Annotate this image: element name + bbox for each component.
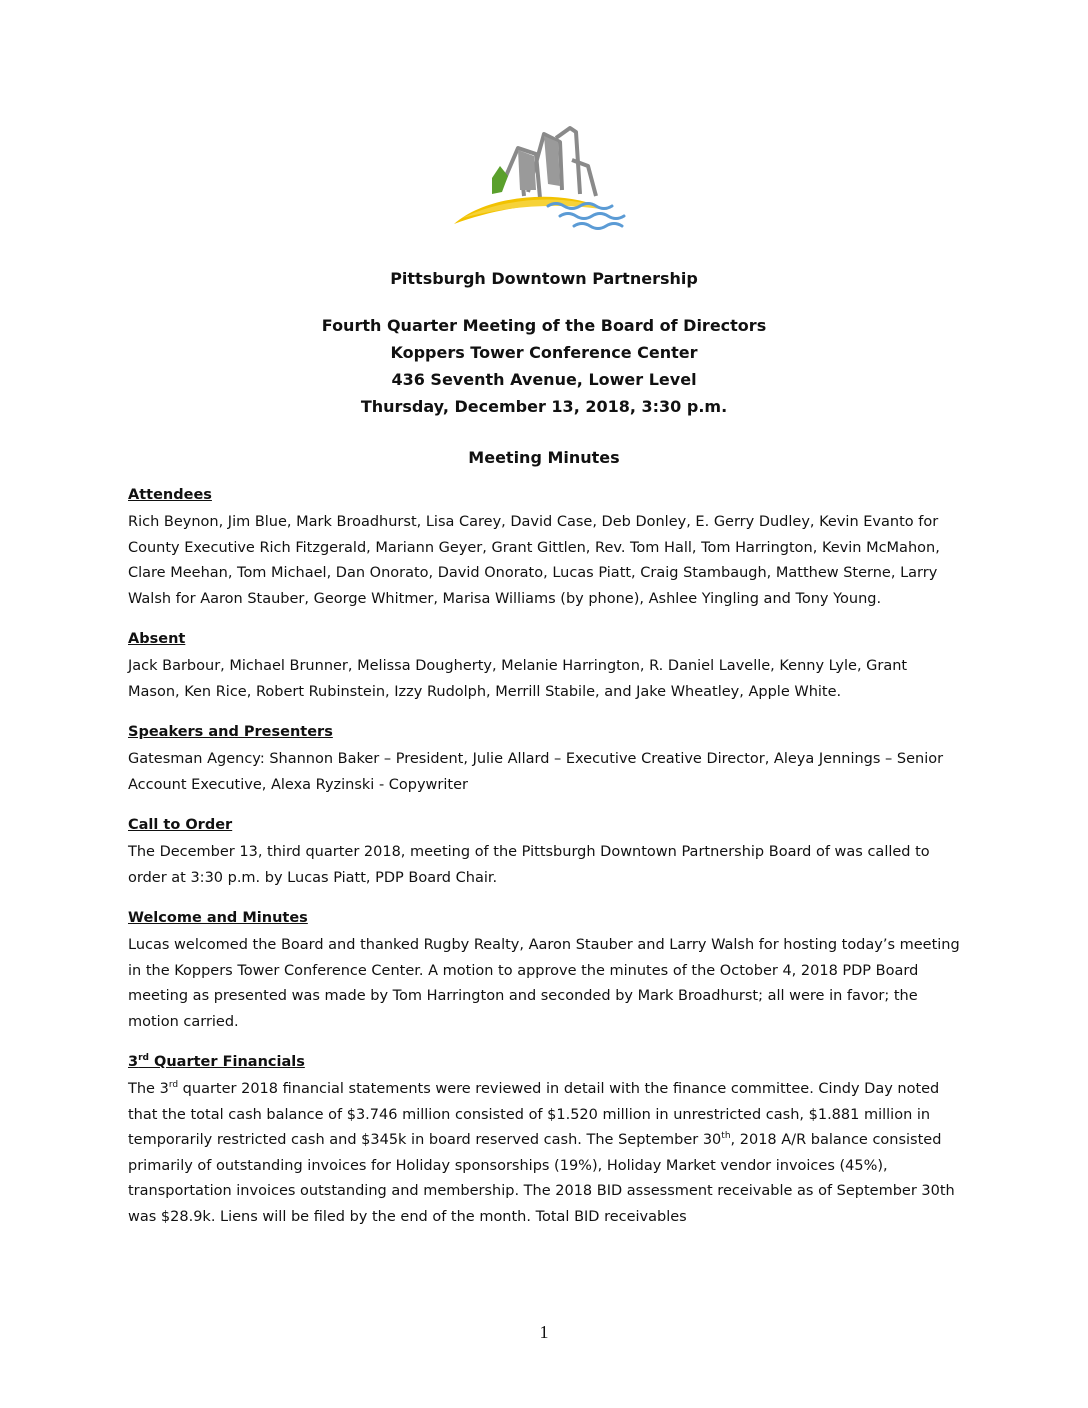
- financials-body-part-2: quarter 2018 financial statements were reviewed in detail with the finance committee. Cindy Day noted that the total cash balance of $3.746 million consisted of $1.520 million in unrestricted cash, $1.881 million in temporarily restricted cash and $345k in board reserved cash. The September 30: [128, 1081, 940, 1148]
- financials-heading-num: 3: [128, 1054, 139, 1070]
- page-number: 1: [539, 1322, 549, 1342]
- speakers-body: Gatesman Agency: Shannon Baker – President, Julie Allard – Executive Creative Director, Aleya Jennings – Senior Account Executive, Alexa Ryzinski - Copywriter: [128, 751, 944, 793]
- meeting-location: Koppers Tower Conference Center: [390, 343, 698, 362]
- meeting-address: 436 Seventh Avenue, Lower Level: [391, 370, 697, 389]
- financials-heading-sup: rd: [138, 1053, 149, 1064]
- organization-title: [0, 265, 1088, 292]
- meeting-header: [0, 312, 1088, 420]
- financials-heading: [128, 1051, 960, 1073]
- attendees-body: Rich Beynon, Jim Blue, Mark Broadhurst, Lisa Carey, David Case, Deb Donley, E. Gerry Dudley, Kevin Evanto for County Executive Rich Fitzgerald, Mariann Geyer, Grant Gittlen, Rev. Tom Hall, Tom Harrington, Kevin McMahon, Clare Meehan, Tom Michael, Dan Onorato, David Onorato, Lucas Piatt, Craig Stambaugh, Matthew Sterne, Larry Walsh for Aaron Stauber, George Whitmer, Marisa Williams (by phone), Ashlee Yingling and Tony Young.: [128, 514, 940, 607]
- minutes-title: [0, 444, 1088, 471]
- meeting-title: Fourth Quarter Meeting of the Board of Directors: [321, 316, 767, 335]
- attendees-section: [128, 484, 960, 612]
- absent-heading: Absent: [128, 631, 186, 647]
- financials-body-part-1: The 3: [128, 1081, 169, 1097]
- attendees-heading: Attendees: [128, 487, 212, 503]
- welcome-heading: Welcome and Minutes: [128, 910, 308, 926]
- financials-heading-rest: Quarter Financials: [148, 1054, 305, 1070]
- financials-body: [128, 1077, 960, 1230]
- welcome-body: Lucas welcomed the Board and thanked Rugby Realty, Aaron Stauber and Larry Walsh for hosting today’s meeting in the Koppers Tower Conference Center. A motion to approve the minutes of the October 4, 2018 PDP Board meeting as presented was made by Tom Harrington and seconded by Mark Broadhurst; all were in favor; the motion carried.: [128, 937, 960, 1030]
- minutes-title-text: Meeting Minutes: [468, 448, 620, 467]
- financials-body-part-3: , 2018 A/R balance consisted primarily of outstanding invoices for Holiday sponsorships (19%), Holiday Market vendor invoices (45%), transportation invoices outstanding and membership. The 2018 BID assessment receivable as of September 30th was $28.9k. Liens will be filed by the end of the month. Total BID receivables: [128, 1132, 955, 1225]
- call-to-order-body: The December 13, third quarter 2018, meeting of the Pittsburgh Downtown Partnership Board of was called to order at 3:30 p.m. by Lucas Piatt, PDP Board Chair.: [128, 844, 930, 886]
- call-to-order-heading: Call to Order: [128, 817, 233, 833]
- absent-body: Jack Barbour, Michael Brunner, Melissa Dougherty, Melanie Harrington, R. Daniel Lavelle, Kenny Lyle, Grant Mason, Ken Rice, Robert Rubinstein, Izzy Rudolph, Merrill Stabile, and Jake Wheatley, Apple White.: [128, 658, 908, 700]
- meeting-datetime: Thursday, December 13, 2018, 3:30 p.m.: [360, 397, 728, 416]
- organization-name: Pittsburgh Downtown Partnership: [390, 269, 698, 288]
- speakers-heading: Speakers and Presenters: [128, 724, 333, 740]
- financials-section: [128, 1051, 960, 1230]
- speakers-section: [128, 721, 960, 798]
- financials-body-sup-1: rd: [168, 1080, 179, 1091]
- pittsburgh-skyline-logo-icon: [448, 120, 648, 240]
- call-to-order-section: [128, 814, 960, 891]
- absent-section: [128, 628, 960, 705]
- financials-body-sup-2: th: [721, 1131, 731, 1142]
- minutes-content: [128, 484, 960, 1246]
- welcome-section: [128, 907, 960, 1035]
